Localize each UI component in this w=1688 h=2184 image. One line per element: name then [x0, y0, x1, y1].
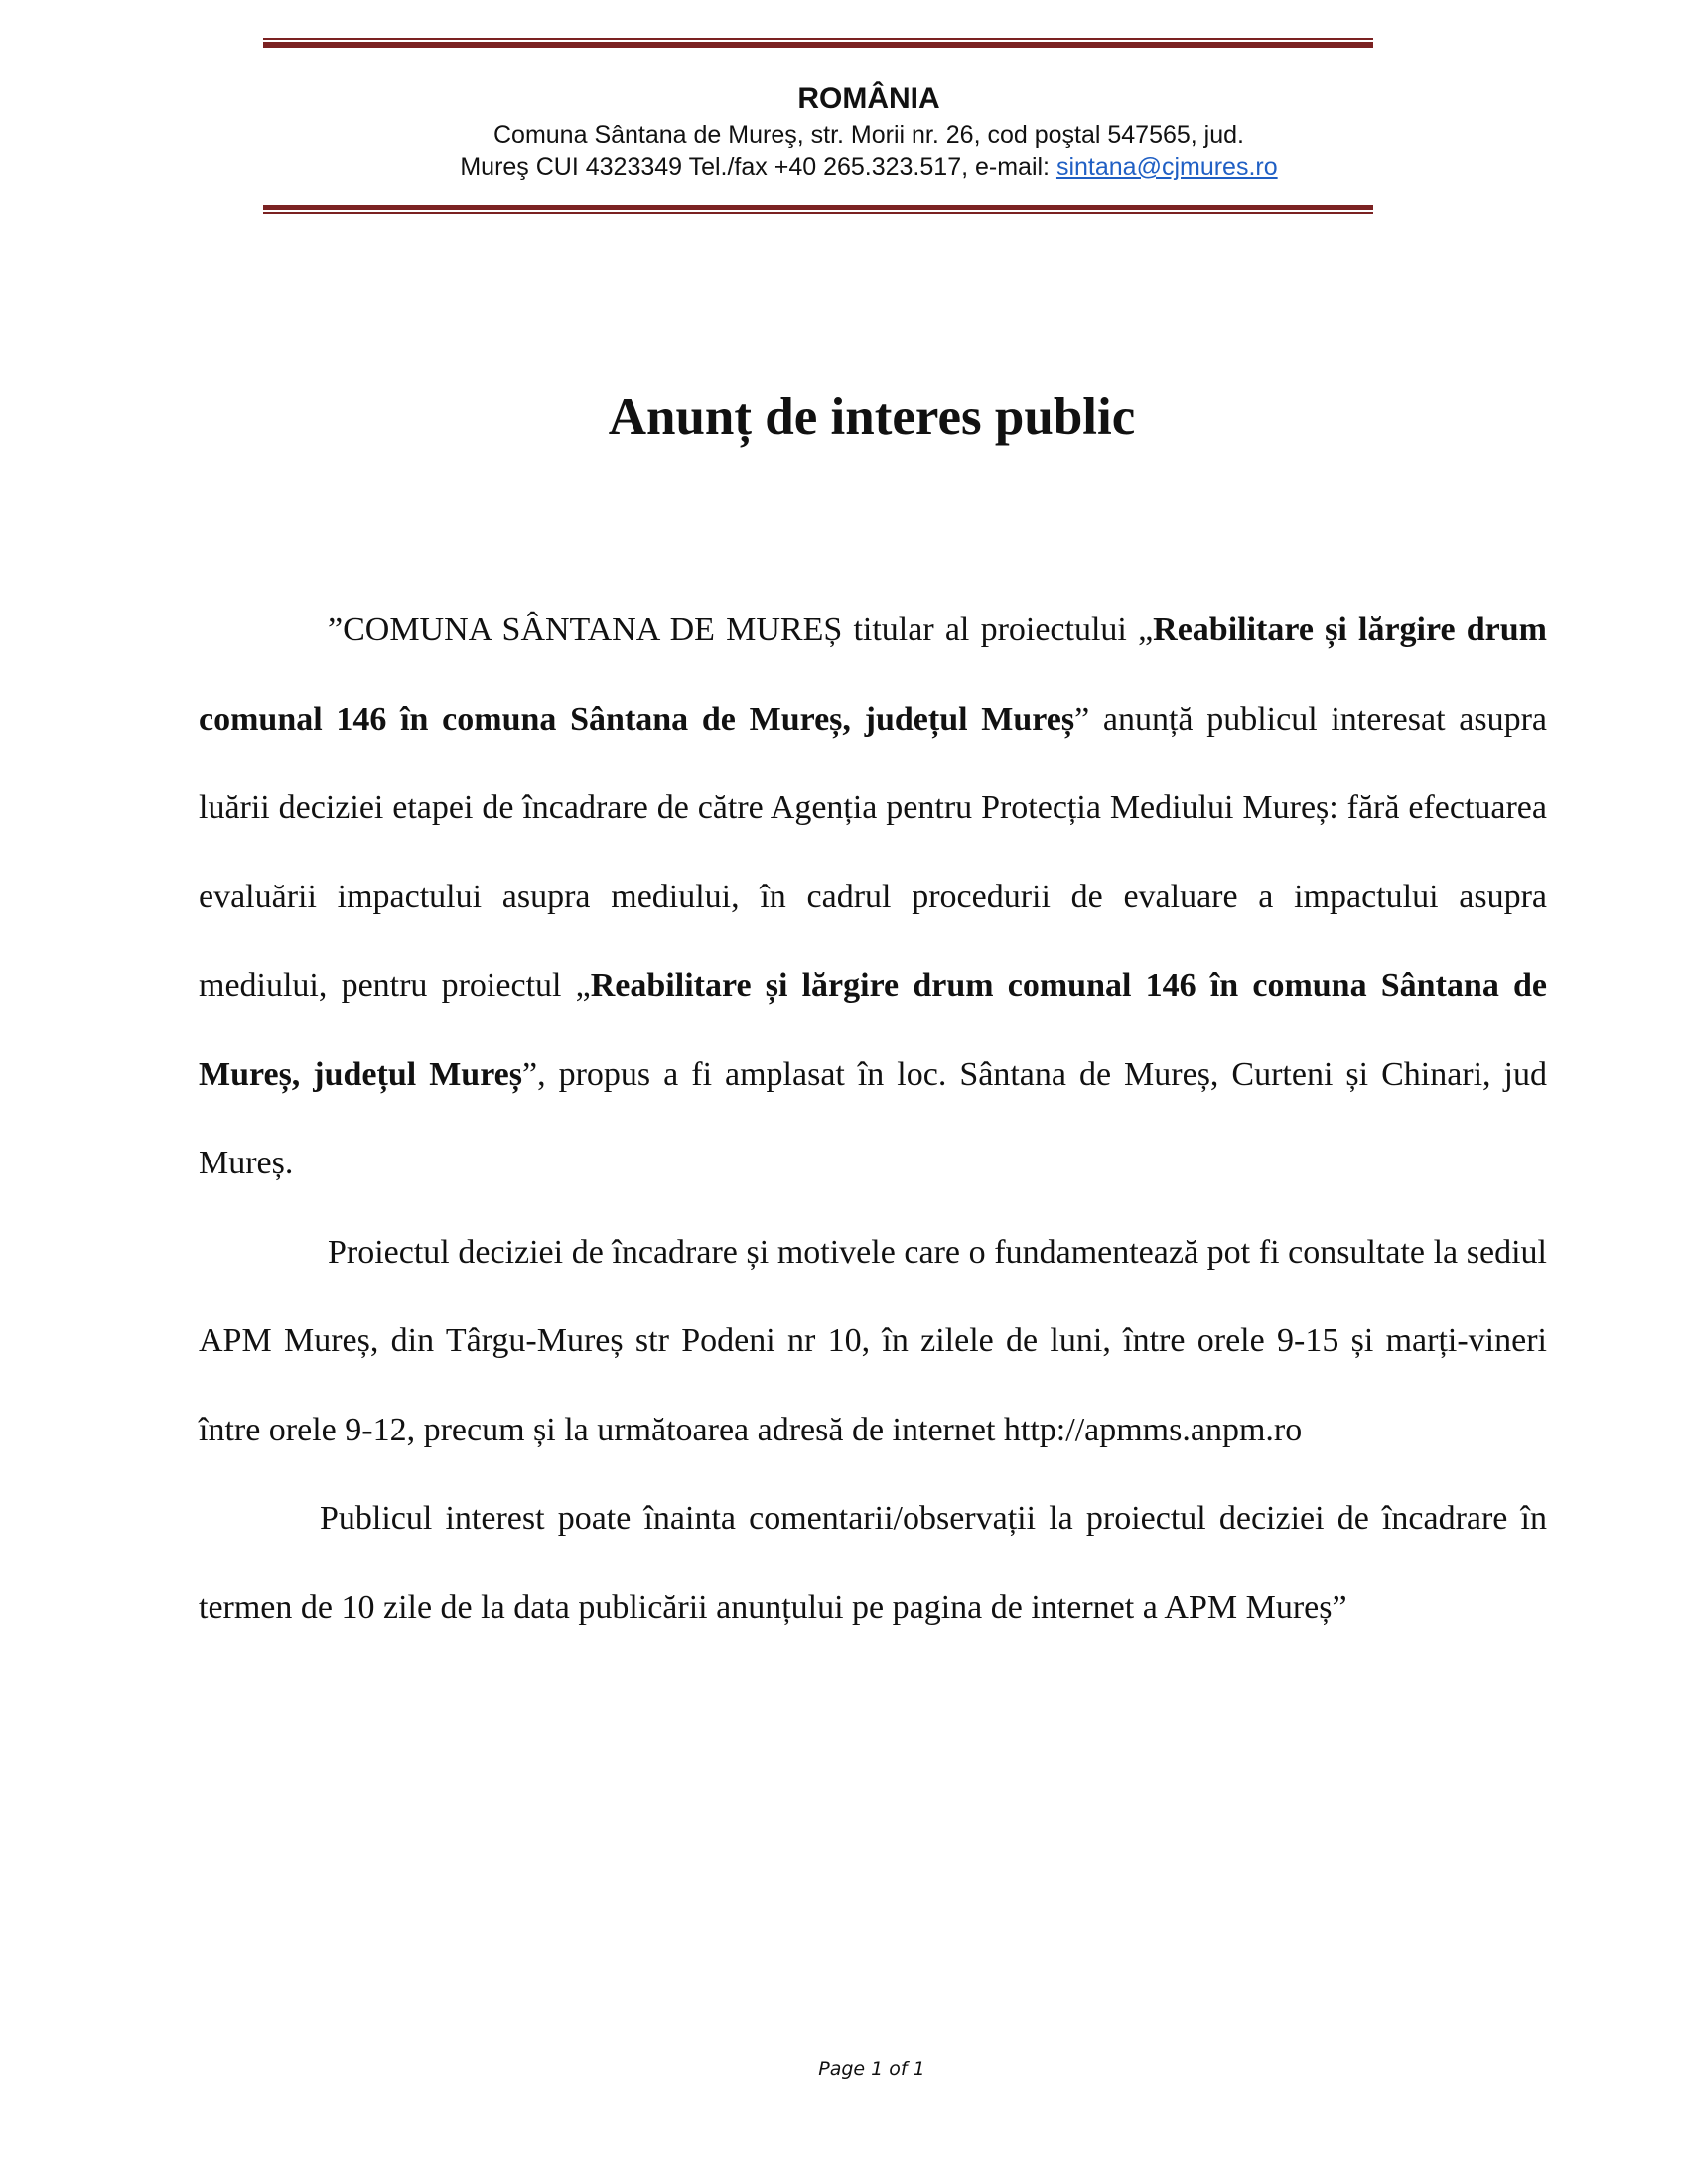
- paragraph1-text2: ” anunță publicul interesat asupra luării deciziei etapei de încadrare de către Agenția pentru Protecția Mediului Mureș: fără efectuarea evaluării impactului asupra mediului, în cadrul procedurii de evaluare a impactului asupra mediului, pentru proiectul „: [199, 700, 1547, 1004]
- paragraph1-text3: ”, propus a fi amplasat în loc. Sântana de Mureș, Curteni și Chinari, jud Mureș.: [199, 1055, 1548, 1181]
- project-name-bold-repeat: Reabilitare și lărgire drum comunal 146 în comuna Sântana de Mureș, județul Mureș: [199, 967, 1548, 1093]
- project-name-bold: Reabilitare și lărgire drum comunal 146 în comuna Sântana de Mureș, județul Mureș: [199, 612, 1547, 738]
- letterhead: [263, 79, 1475, 183]
- letterhead-contact: [263, 151, 1475, 183]
- letterhead-bottom-rule: [263, 205, 1373, 214]
- page-number: Page 1 of 1: [818, 2058, 925, 2080]
- email-link[interactable]: sintana@cjmures.ro: [1055, 153, 1278, 181]
- letterhead-contact-text: Mureş CUI 4323349 Tel./fax +40 265.323.517, e-mail:: [460, 153, 1056, 181]
- letterhead-country: ROMÂNIA: [797, 82, 940, 115]
- paragraph-announcement: [199, 586, 1547, 1208]
- paragraph1-text1: ”COMUNA SÂNTANA DE MUREȘ titular al proiectului „: [328, 612, 1154, 648]
- letterhead-address: Comuna Sântana de Mureş, str. Morii nr. 26, cod poştal 547565, jud.: [493, 121, 1244, 149]
- document-body: [199, 586, 1547, 1652]
- letterhead-top-rule: [263, 38, 1373, 48]
- paragraph-comments: Publicul interest poate înainta comentarii/observații la proiectul deciziei de încadrare în termen de 10 zile de la data publicării anunțului pe pagina de internet a APM Mureș”: [199, 1500, 1547, 1626]
- paragraph-consultation: Proiectul deciziei de încadrare și motivele care o fundamentează pot fi consultate la sediul APM Mureș, din Târgu-Mureș str Podeni nr 10, în zilele de luni, între orele 9-15 și marți-vineri între orele 9-12, precum și la următoarea adresă de internet http://apmms.anpm.ro: [199, 1233, 1547, 1448]
- document-title: Anunț de interes public: [608, 388, 1136, 446]
